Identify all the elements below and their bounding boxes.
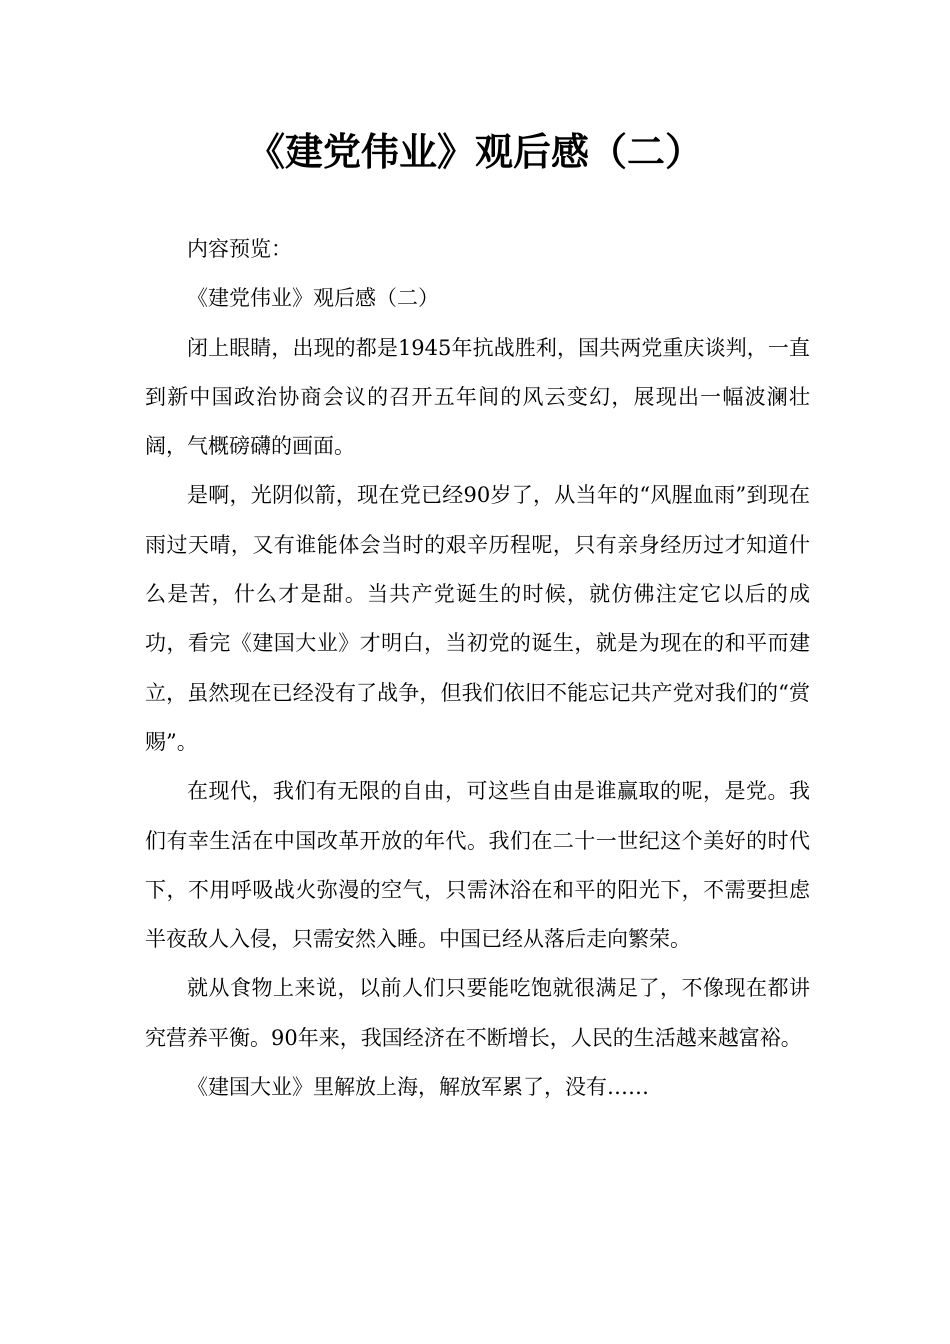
paragraph-preview-label: 内容预览： xyxy=(187,237,292,261)
document-body xyxy=(145,225,810,1112)
paragraph: 是啊，光阴似箭，现在党已经90岁了，从当年的“风腥血雨”到现在雨过天晴，又有谁能体会当时的艰辛历程呢，只有亲身经历过才知道什么是苦，什么才是甜。当共产党诞生的时候，就仿佛注定它以后的成功，看完《建国大业》才明白，当初党的诞生，就是为现在的和平而建立，虽然现在已经没有了战争，但我们依旧不能忘记共产党对我们的“赏赐”。 xyxy=(145,483,810,754)
paragraph: 闭上眼睛，出现的都是1945年抗战胜利，国共两党重庆谈判，一直到新中国政治协商会议的召开五年间的风云变幻，展现出一幅波澜壮阔，气概磅礴的画面。 xyxy=(145,335,810,459)
paragraph: 就从食物上来说，以前人们只要能吃饱就很满足了，不像现在都讲究营养平衡。90年来，我国经济在不断增长，人民的生活越来越富裕。 xyxy=(145,976,810,1050)
paragraph: 《建国大业》里解放上海，解放军累了，没有…… xyxy=(187,1075,649,1100)
paragraph-subtitle: 《建党伟业》观后感（二） xyxy=(187,286,439,311)
paragraph: 在现代，我们有无限的自由，可这些自由是谁赢取的呢，是党。我们有幸生活在中国改革开放的年代。我们在二十一世纪这个美好的时代下，不用呼吸战火弥漫的空气，只需沐浴在和平的阳光下，不需要担虑半夜敌人入侵，只需安然入睡。中国已经从落后走向繁荣。 xyxy=(145,779,810,952)
document-title: 《建党伟业》观后感（二） xyxy=(246,130,703,174)
